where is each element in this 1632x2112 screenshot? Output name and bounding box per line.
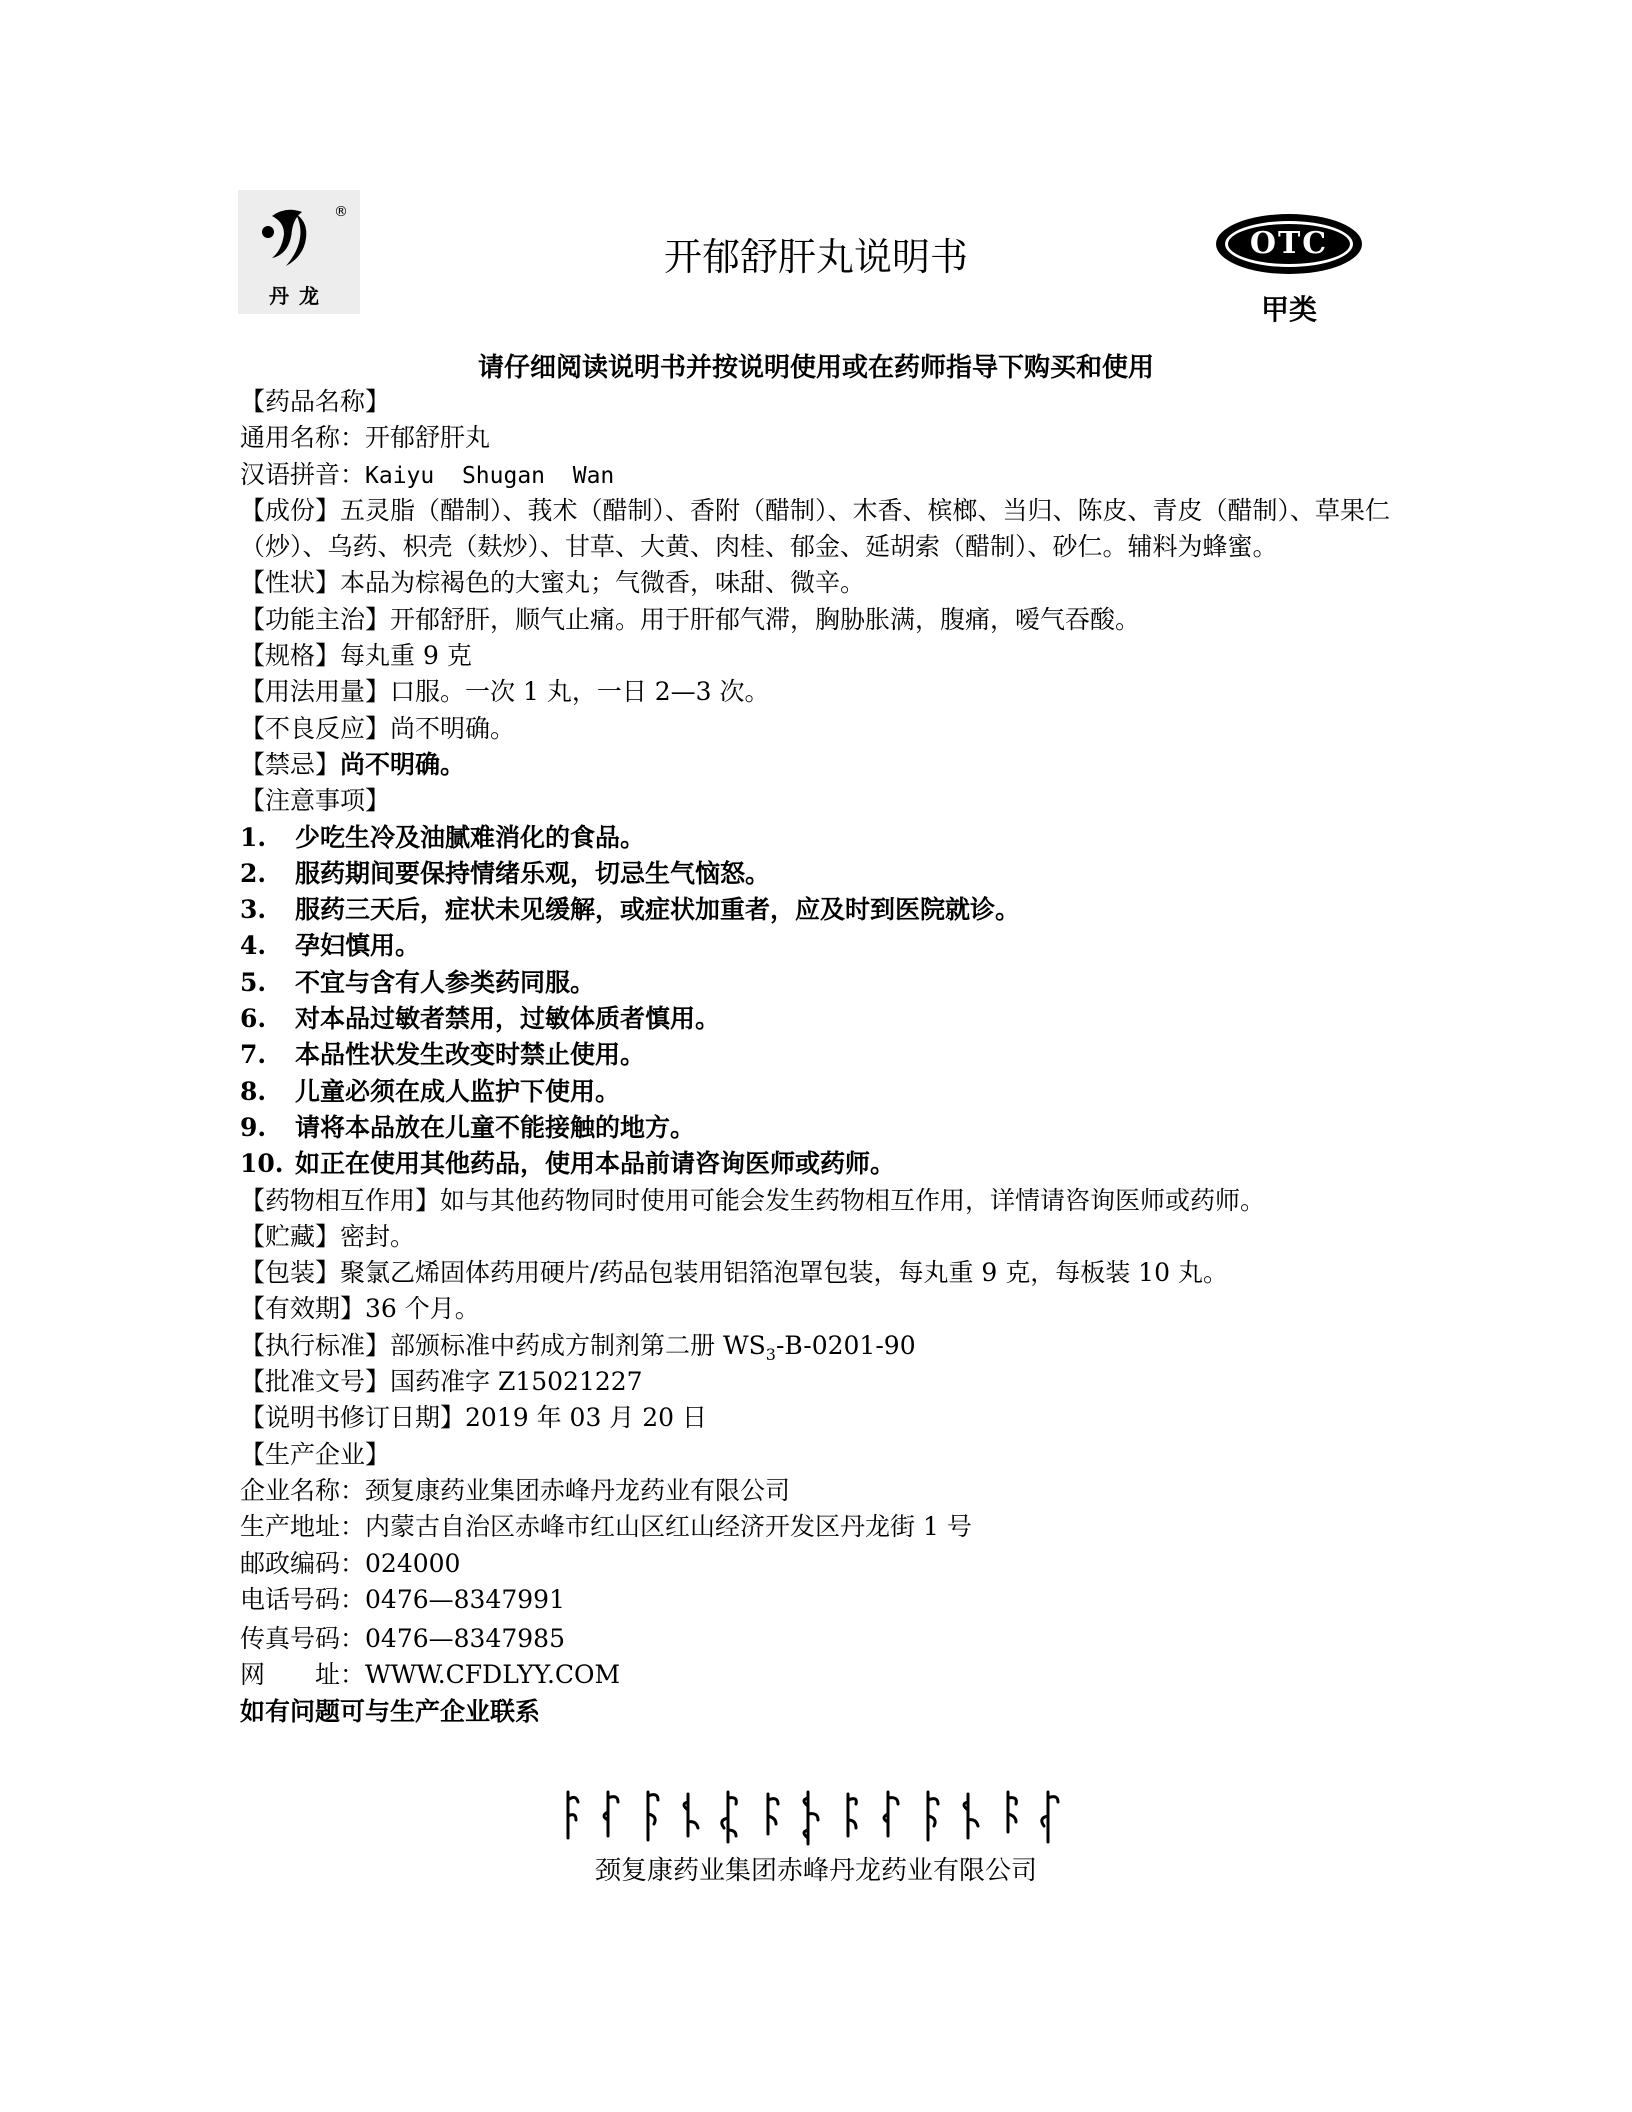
standard-text-post: -B-0201-90 [775,1330,916,1360]
approval-text: 国药准字 Z15021227 [390,1367,643,1397]
generic-name-row [240,420,1400,456]
list-item: 4. 孕妇慎用。 [240,931,421,961]
list-item: 5. 不宜与含有人参类药同服。 [240,967,596,997]
fax-label: 传真号码： [240,1624,366,1654]
indications-row [240,602,1400,638]
ingredients-row [240,493,1400,566]
company-name-label: 企业名称： [240,1475,366,1505]
phone-value: 0476—8347991 [365,1584,565,1614]
fax-row [240,1621,1400,1657]
drug-name-heading: 【药品名称】 [240,387,391,416]
manufacturer-heading: 【生产企业】 [240,1439,391,1469]
address-value: 内蒙古自治区赤峰市红山区红山经济开发区丹龙街 1 号 [365,1512,972,1542]
website-label: 网 址： [240,1660,366,1690]
description-text: 本品为棕褐色的大蜜丸；气微香，味甜、微辛。 [340,568,866,598]
standard-row [240,1328,1400,1364]
storage-heading: 【贮藏】 [240,1221,341,1251]
list-item: 1. 少吃生冷及油腻难消化的食品。 [240,822,646,852]
pinyin-label: 汉语拼音： [240,459,366,489]
website-link[interactable]: WWW.CFDLYY.COM [365,1660,621,1690]
validity-heading: 【有效期】 [240,1294,366,1324]
standard-text-pre: 部颁标准中药成方制剂第二册 WS [390,1330,766,1360]
leaflet-body [240,384,1400,1730]
specification-text: 每丸重 9 克 [340,641,472,671]
standard-subscript: 3 [765,1344,776,1364]
interactions-row [240,1183,1400,1219]
contact-note: 如有问题可与生产企业联系 [240,1696,541,1726]
address-label: 生产地址： [240,1512,366,1542]
dosage-heading: 【用法用量】 [240,677,391,707]
description-row [240,565,1400,601]
generic-name-value: 开郁舒肝丸 [365,423,491,453]
ingredients-text: 五灵脂（醋制）、莪术（醋制）、香附（醋制）、木香、槟榔、当归、陈皮、青皮（醋制）、草果仁（炒）、乌药、枳壳（麸炒）、甘草、大黄、肉桂、郁金、延胡索（醋制）、砂仁。辅料为蜂蜜。 [240,495,1391,562]
standard-heading: 【执行标准】 [240,1330,391,1360]
indications-heading: 【功能主治】 [240,604,391,634]
postcode-row [240,1546,1400,1582]
packaging-heading: 【包装】 [240,1258,341,1288]
company-name-row [240,1473,1400,1509]
list-item: 3. 服药三天后，症状未见缓解，或症状加重者，应及时到医院就诊。 [240,895,1021,925]
postcode-value: 024000 [365,1548,461,1578]
specification-row [240,638,1400,674]
adverse-text: 尚不明确。 [390,713,516,743]
precautions-heading: 【注意事项】 [240,786,391,816]
validity-row [240,1291,1400,1327]
list-item: 7. 本品性状发生改变时禁止使用。 [240,1040,646,1070]
revision-heading: 【说明书修订日期】 [240,1403,466,1433]
list-item: 2. 服药期间要保持情绪乐观，切忌生气恼怒。 [240,858,771,888]
approval-row [240,1364,1400,1400]
list-item: 9. 请将本品放在儿童不能接触的地方。 [240,1112,696,1142]
storage-row [240,1219,1400,1255]
packaging-text: 聚氯乙烯固体药用硬片/药品包装用铝箔泡罩包装，每丸重 9 克，每板装 10 丸。 [340,1258,1228,1288]
logo-text: 丹龙 [269,284,329,308]
interactions-heading: 【药物相互作用】 [240,1185,441,1215]
precautions-list [240,820,1400,1183]
company-name-value: 颈复康药业集团赤峰丹龙药业有限公司 [365,1475,791,1505]
specification-heading: 【规格】 [240,641,341,671]
indications-text: 开郁舒肝，顺气止痛。用于肝郁气滞，胸胁胀满，腹痛，嗳气吞酸。 [390,604,1141,634]
adverse-heading: 【不良反应】 [240,713,391,743]
pinyin-value: Kaiyu Shugan Wan [365,462,615,489]
fax-value: 0476—8347985 [365,1624,565,1654]
dosage-text: 口服。一次 1 丸，一日 2—3 次。 [390,677,770,707]
contraindications-heading: 【禁忌】 [240,749,341,779]
storage-text: 密封。 [340,1221,416,1251]
contraindications-row [240,747,1400,783]
generic-name-label: 通用名称： [240,423,366,453]
list-item: 8. 儿童必须在成人监护下使用。 [240,1076,621,1106]
document-title: 开郁舒肝丸说明书 [663,235,968,279]
adverse-row [240,711,1400,747]
reading-notice: 请仔细阅读说明书并按说明使用或在药师指导下购买和使用 [477,353,1154,383]
otc-class: 甲类 [1260,293,1317,326]
phone-label: 电话号码： [240,1584,366,1614]
contraindications-text: 尚不明确。 [340,749,466,779]
footer-company: 颈复康药业集团赤峰丹龙药业有限公司 [594,1856,1037,1886]
mongolian-company-name-icon [560,1786,1080,1846]
address-row [240,1509,1400,1545]
list-item: 10. 如正在使用其他药品，使用本品前请咨询医师或药师。 [240,1149,896,1179]
otc-badge [1216,214,1362,274]
packaging-row [240,1255,1400,1291]
ingredients-heading: 【成份】 [240,495,341,525]
revision-row [240,1400,1400,1436]
postcode-label: 邮政编码： [240,1548,366,1578]
pinyin-row [240,457,1400,493]
description-heading: 【性状】 [240,568,341,598]
dosage-row [240,674,1400,710]
interactions-text: 如与其他药物同时使用可能会发生药物相互作用，详情请咨询医师或药师。 [440,1185,1266,1215]
phone-row [240,1582,1400,1618]
registered-mark: ® [334,204,348,220]
validity-text: 36 个月。 [365,1294,480,1324]
website-row [240,1657,1400,1693]
revision-text: 2019 年 03 月 20 日 [465,1403,707,1433]
list-item: 6. 对本品过敏者禁用，过敏体质者慎用。 [240,1004,721,1034]
otc-label: OTC [1249,226,1329,261]
approval-heading: 【批准文号】 [240,1367,391,1397]
